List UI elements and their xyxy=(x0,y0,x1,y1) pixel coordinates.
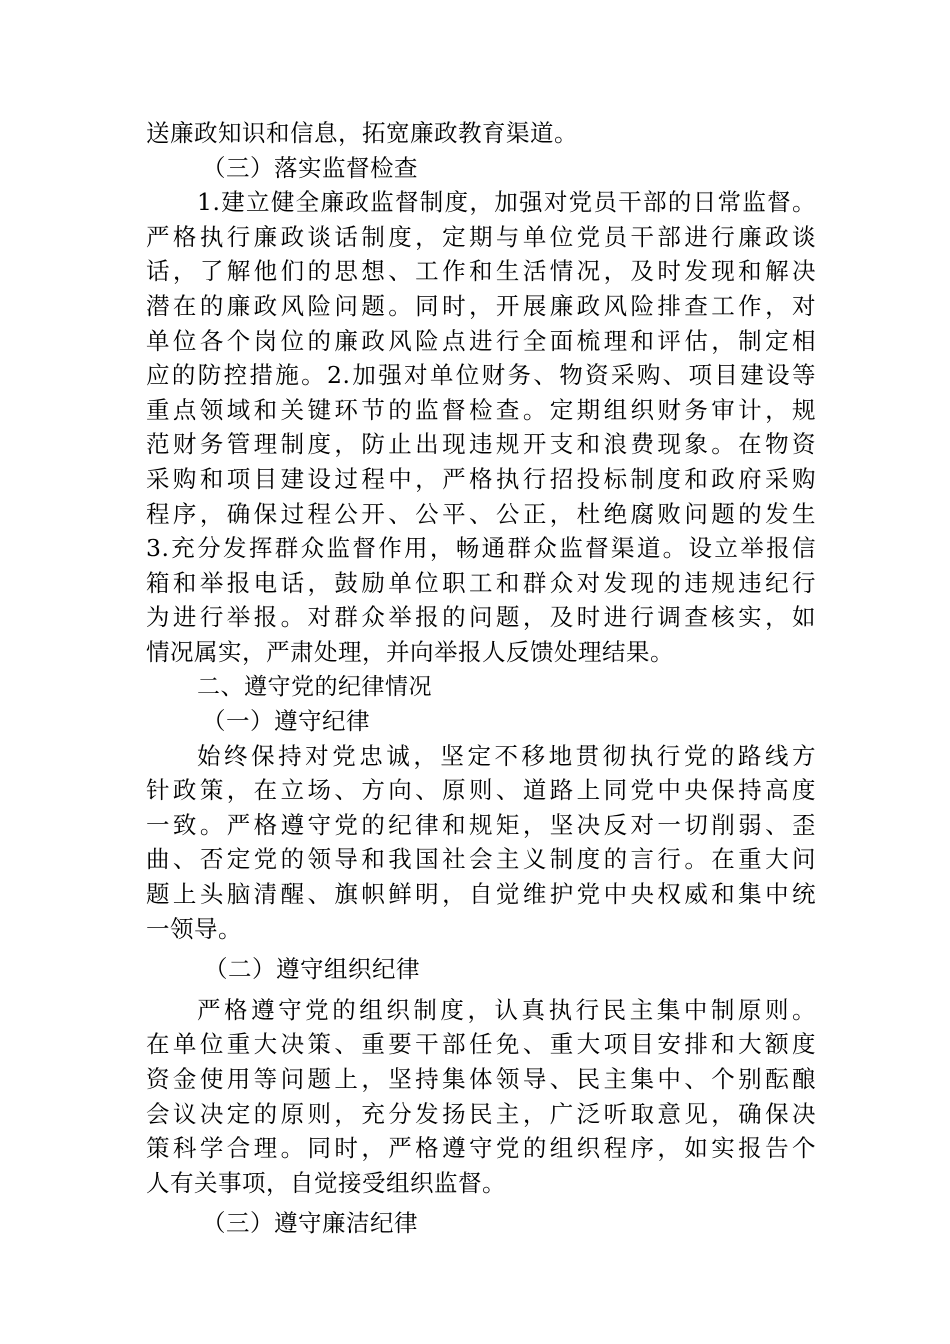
paragraph-last-line: 送廉政知识和信息，拓宽廉政教育渠道。 xyxy=(146,119,578,147)
paragraph-line: 单位各个岗位的廉政风险点进行全面梳理和评估，制定相 xyxy=(146,326,816,355)
paragraph-last-line: 人有关事项，自觉接受组织监督。 xyxy=(146,1168,506,1197)
paragraph-line: 资金使用等问题上，坚持集体领导、民主集中、个别酝酿 xyxy=(146,1065,816,1094)
paragraph-line: 严格执行廉政谈话制度，定期与单位党员干部进行廉政谈 xyxy=(146,222,816,251)
paragraph-first-line: 严格遵守党的组织制度，认真执行民主集中制原则。 xyxy=(197,995,816,1024)
paragraph-last-line: 情况属实，严肃处理，并向举报人反馈处理结果。 xyxy=(146,637,674,666)
paragraph-line: 策科学合理。同时，严格遵守党的组织程序，如实报告个 xyxy=(146,1134,816,1163)
paragraph-first-line: 1.建立健全廉政监督制度，加强对党员干部的日常监督。 xyxy=(197,188,816,217)
section-heading: 二、遵守党的纪律情况 xyxy=(197,673,432,700)
body-text xyxy=(146,116,816,1241)
paragraph-line: 潜在的廉政风险问题。同时，开展廉政风险排查工作，对 xyxy=(146,291,816,320)
subsection-heading: （三）落实监督检查 xyxy=(202,153,418,182)
paragraph-line: 范财务管理制度，防止出现违规开支和浪费现象。在物资 xyxy=(146,430,816,459)
paragraph-line: 应的防控措施。2.加强对单位财务、物资采购、项目建设等 xyxy=(146,361,816,390)
paragraph-line: 3.充分发挥群众监督作用，畅通群众监督渠道。设立举报信 xyxy=(146,534,816,563)
paragraph-line: 一致。严格遵守党的纪律和规矩，坚决反对一切削弱、歪 xyxy=(146,810,816,839)
paragraph-line: 在单位重大决策、重要干部任免、重大项目安排和大额度 xyxy=(146,1030,816,1059)
paragraph-first-line: 始终保持对党忠诚，坚定不移地贯彻执行党的路线方 xyxy=(197,741,816,770)
subsection-heading: （一）遵守纪律 xyxy=(202,707,370,736)
paragraph-line: 程序，确保过程公开、公平、公正，杜绝腐败问题的发生 xyxy=(146,499,816,528)
paragraph-line: 为进行举报。对群众举报的问题，及时进行调查核实，如 xyxy=(146,603,816,632)
paragraph-line: 箱和举报电话，鼓励单位职工和群众对发现的违规违纪行 xyxy=(146,568,816,597)
paragraph-last-line: 一领导。 xyxy=(146,914,242,943)
paragraph-line: 话，了解他们的思想、工作和生活情况，及时发现和解决 xyxy=(146,257,816,286)
paragraph-line: 题上头脑清醒、旗帜鲜明，自觉维护党中央权威和集中统 xyxy=(146,880,816,909)
paragraph-line: 采购和项目建设过程中，严格执行招投标制度和政府采购 xyxy=(146,464,816,493)
subsection-heading: （三）遵守廉洁纪律 xyxy=(202,1209,418,1238)
paragraph-line: 曲、否定党的领导和我国社会主义制度的言行。在重大问 xyxy=(146,845,816,874)
subsection-heading: （二）遵守组织纪律 xyxy=(204,955,420,984)
paragraph-line: 重点领域和关键环节的监督检查。定期组织财务审计，规 xyxy=(146,395,816,424)
paragraph-line: 会议决定的原则，充分发扬民主，广泛听取意见，确保决 xyxy=(146,1099,816,1128)
paragraph-line: 针政策，在立场、方向、原则、道路上同党中央保持高度 xyxy=(146,776,816,805)
